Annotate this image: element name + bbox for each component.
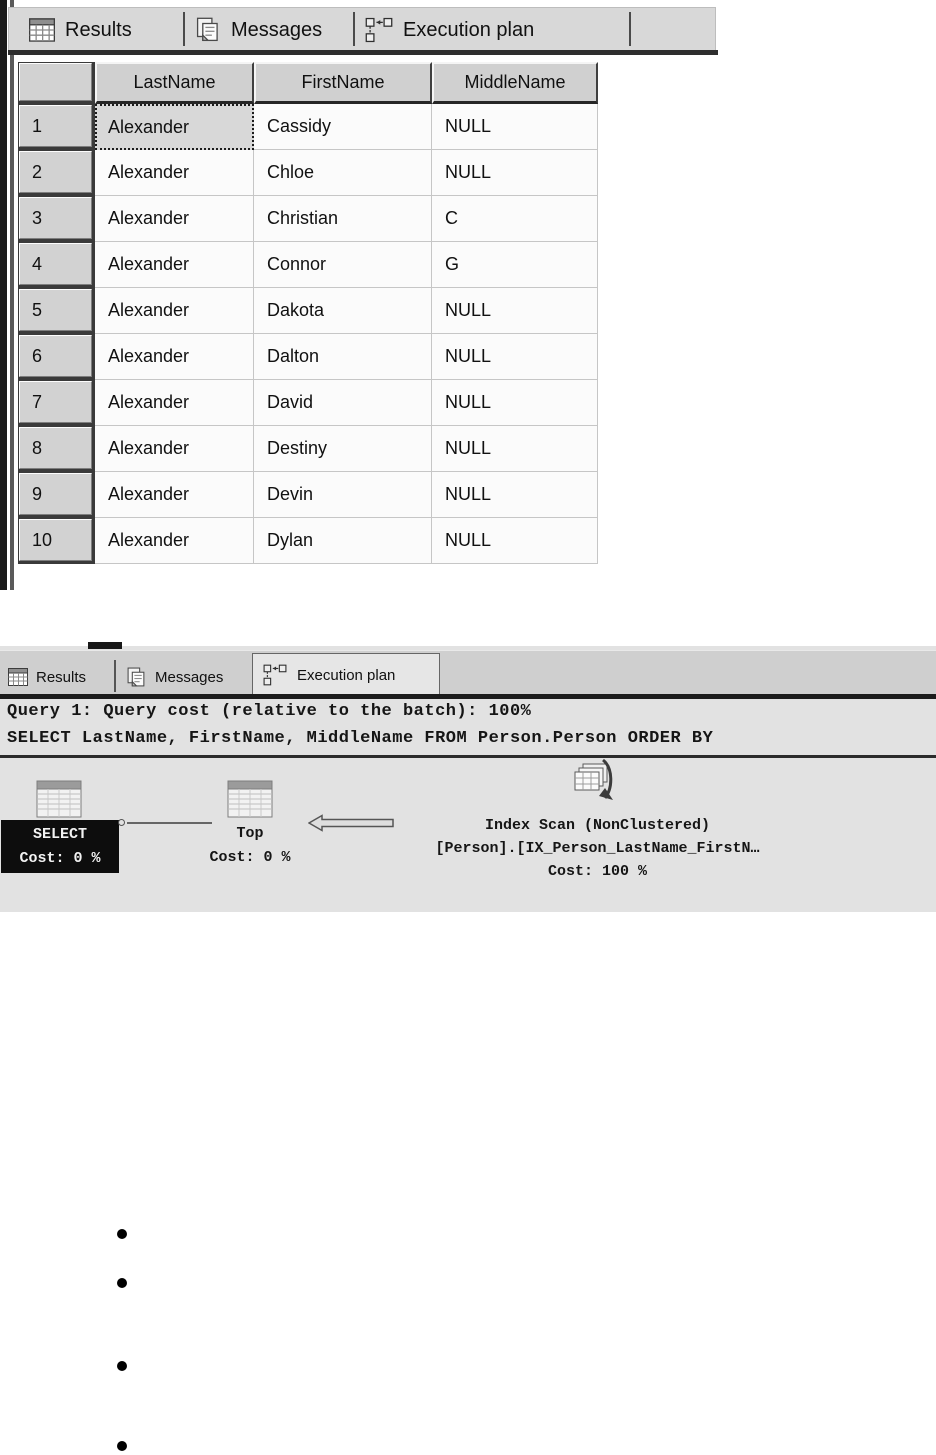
plan-pane-tabstrip: [0, 650, 936, 695]
results-grid-icon: [29, 18, 55, 42]
table-row: [18, 518, 598, 564]
select-node-cost: Cost: 0 %: [19, 849, 101, 867]
tab-separator: [353, 12, 355, 46]
grid-cell[interactable]: Alexander: [95, 196, 254, 242]
row-header[interactable]: 3: [18, 196, 95, 242]
grid-cell[interactable]: Alexander: [95, 426, 254, 472]
tabstrip-underline: [8, 50, 718, 55]
grid-cell[interactable]: G: [432, 242, 598, 288]
grid-cell[interactable]: David: [254, 380, 432, 426]
index-scan-label-block[interactable]: [415, 814, 780, 883]
grid-cell[interactable]: NULL: [432, 334, 598, 380]
table-row: [18, 472, 598, 518]
grid-cell[interactable]: Connor: [254, 242, 432, 288]
grid-cell[interactable]: NULL: [432, 104, 598, 150]
plan-divider-line: [0, 755, 936, 758]
grid-cell[interactable]: NULL: [432, 426, 598, 472]
grid-header-row: [18, 62, 598, 104]
select-node-icon[interactable]: [36, 780, 82, 818]
bullet-dot: [117, 1441, 127, 1451]
tab-messages[interactable]: [195, 11, 322, 49]
tab-results[interactable]: [29, 11, 132, 49]
tab-results-label: Results: [65, 18, 132, 41]
query-text-line: SELECT LastName, FirstName, MiddleName FROM Person.Person ORDER BY: [7, 729, 714, 748]
execution-plan-icon: [365, 17, 393, 43]
tab-messages-2[interactable]: [126, 659, 223, 695]
table-row: [18, 242, 598, 288]
tab-messages-2-label: Messages: [155, 668, 224, 686]
row-header[interactable]: 7: [18, 380, 95, 426]
top-node-label: Top: [236, 825, 264, 842]
tab-execution-plan-2-label: Execution plan: [297, 666, 396, 684]
grid-cell[interactable]: Christian: [254, 196, 432, 242]
grid-cell-selected[interactable]: Alexander: [95, 104, 254, 150]
tab-separator: [183, 12, 185, 46]
top-node-icon[interactable]: [227, 780, 273, 818]
select-node-label: SELECT: [32, 825, 87, 843]
column-header-firstname[interactable]: FirstName: [254, 62, 432, 104]
messages-icon: [195, 17, 221, 43]
grid-cell[interactable]: NULL: [432, 288, 598, 334]
grid-cell[interactable]: Destiny: [254, 426, 432, 472]
left-splitter-bar[interactable]: [0, 0, 7, 590]
tab-results-2[interactable]: [8, 659, 86, 695]
grid-cell[interactable]: Alexander: [95, 334, 254, 380]
plan-connector-endpoint: [118, 819, 125, 826]
row-header[interactable]: 5: [18, 288, 95, 334]
grid-cell[interactable]: Dalton: [254, 334, 432, 380]
row-header[interactable]: 2: [18, 150, 95, 196]
grid-cell[interactable]: Cassidy: [254, 104, 432, 150]
grid-cell[interactable]: Alexander: [95, 380, 254, 426]
row-header[interactable]: 8: [18, 426, 95, 472]
tab-separator: [629, 12, 631, 46]
table-row: [18, 380, 598, 426]
table-row: [18, 196, 598, 242]
row-header[interactable]: 10: [18, 518, 95, 564]
top-node-cost: Cost: 0 %: [209, 849, 291, 866]
bullet-dot: [117, 1229, 127, 1239]
tab-messages-label: Messages: [231, 18, 323, 41]
index-scan-object: [Person].[IX_Person_LastName_FirstN…: [435, 840, 760, 857]
grid-cell[interactable]: Alexander: [95, 518, 254, 564]
tab-execution-plan[interactable]: [365, 11, 534, 49]
column-header-middlename[interactable]: MiddleName: [432, 62, 598, 104]
table-row: [18, 288, 598, 334]
index-scan-icon[interactable]: [573, 758, 619, 808]
grid-cell[interactable]: Devin: [254, 472, 432, 518]
tab-separator: [114, 660, 116, 692]
grid-corner-cell[interactable]: [18, 62, 95, 104]
table-row: [18, 426, 598, 472]
grid-cell[interactable]: NULL: [432, 518, 598, 564]
execution-plan-icon: [263, 664, 287, 686]
bullet-dot: [117, 1361, 127, 1371]
results-grid-icon: [8, 668, 28, 686]
grid-cell[interactable]: NULL: [432, 150, 598, 196]
table-row: [18, 334, 598, 380]
table-row: [18, 104, 598, 150]
left-splitter-bar-inner: [10, 0, 14, 590]
index-scan-cost: Cost: 100 %: [547, 863, 648, 880]
grid-cell[interactable]: Alexander: [95, 242, 254, 288]
tab-results-2-label: Results: [36, 668, 87, 686]
grid-cell[interactable]: Alexander: [95, 472, 254, 518]
tab-execution-plan-2-active[interactable]: [252, 653, 440, 696]
grid-cell[interactable]: Alexander: [95, 288, 254, 334]
row-header[interactable]: 1: [18, 104, 95, 150]
grid-cell[interactable]: Dylan: [254, 518, 432, 564]
row-header[interactable]: 4: [18, 242, 95, 288]
row-header[interactable]: 6: [18, 334, 95, 380]
plan-arrow[interactable]: [308, 814, 394, 832]
tabstrip-underline-2: [0, 694, 936, 699]
crop-artifact-dash: [88, 642, 122, 649]
grid-cell[interactable]: NULL: [432, 380, 598, 426]
query-cost-line: Query 1: Query cost (relative to the batch): 100%: [7, 702, 532, 721]
row-header[interactable]: 9: [18, 472, 95, 518]
grid-cell[interactable]: NULL: [432, 472, 598, 518]
table-row: [18, 150, 598, 196]
select-node-label-box[interactable]: [1, 820, 119, 873]
results-pane-tabstrip: [8, 7, 716, 51]
grid-cell[interactable]: C: [432, 196, 598, 242]
grid-cell[interactable]: Chloe: [254, 150, 432, 196]
bullet-dot: [117, 1278, 127, 1288]
tab-execution-plan-label: Execution plan: [403, 18, 535, 41]
index-scan-label: Index Scan (NonClustered): [484, 817, 711, 834]
messages-icon: [126, 667, 147, 688]
top-node-label-block[interactable]: [175, 822, 325, 870]
results-grid: [18, 62, 598, 564]
grid-cell[interactable]: Alexander: [95, 150, 254, 196]
grid-cell[interactable]: Dakota: [254, 288, 432, 334]
column-header-lastname[interactable]: LastName: [95, 62, 254, 104]
